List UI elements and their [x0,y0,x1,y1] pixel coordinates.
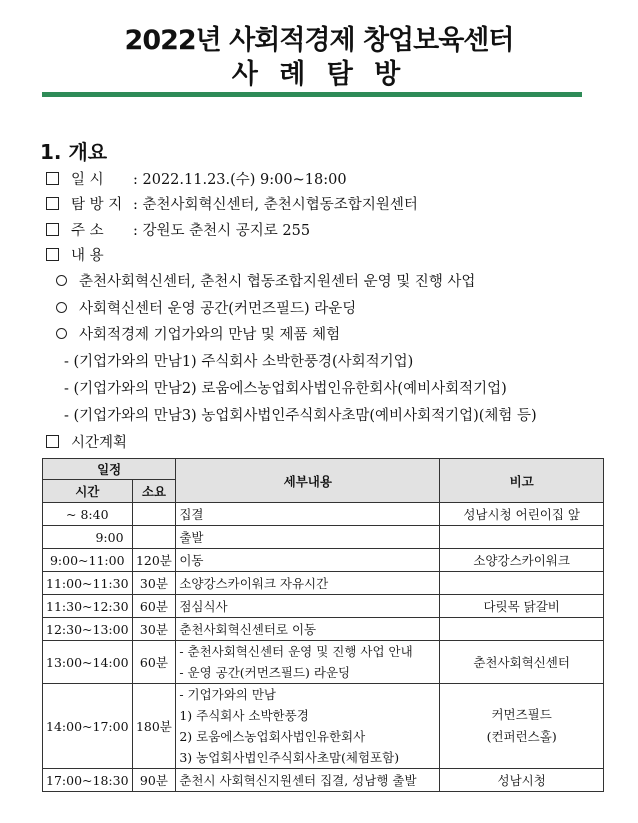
circle-bullet-icon [56,328,67,339]
overview-content [46,244,133,265]
overview-label: 내 용 [71,248,104,264]
overview-label: 주 소 [71,223,104,239]
table-row: 9:00~11:00 120분 이동 소양강스카이워크 [43,549,604,572]
meeting-item: - (기업가와의 만남2) 로움에스농업회사법인유한회사(예비사회적기업) [64,381,507,397]
content-item: 사회혁신센터 운영 공간(커먼즈필드) 라운딩 [56,297,356,318]
checkbox-icon [46,248,59,261]
overview-place [46,193,418,214]
document-title: 2022년 사회적경제 창업보육센터 [124,25,514,56]
table-row: 12:30~13:00 30분 춘천사회혁신센터로 이동 [43,618,604,641]
content-item: 춘천사회혁신센터, 춘천시 협동조합지원센터 운영 및 진행 사업 [56,270,475,291]
checkbox-icon [46,223,59,236]
overview-address [46,219,310,240]
table-row: 14:00~17:00 180분 - 기업가와의 만남 1) 주식회사 소박한풍경 2) 로움에스농업회사법인유한회사 3) 농업회사법인주식회사초맘(체험포함) 커먼즈필드 (컨퍼런스홀) [43,684,604,769]
header-duration: 소요 [132,480,176,503]
table-row: 11:30~12:30 60분 점심식사 다릿목 닭갈비 [43,595,604,618]
section-heading: 1. 개요 [40,140,108,164]
table-row: 11:00~11:30 30분 소양강스카이워크 자유시간 [43,572,604,595]
schedule-table [42,458,604,792]
overview-label: 일 시 [71,172,104,188]
document-subtitle: 사 례 탐 방 [231,59,407,90]
checkbox-icon [46,172,59,185]
table-row: 13:00~14:00 60분 - 춘천사회혁신센터 운영 및 진행 사업 안내 - 운영 공간(커먼즈필드) 라운딩 춘천사회혁신센터 [43,641,604,684]
content-item: 사회적경제 기업가와의 만남 및 제품 체험 [56,323,340,344]
meeting-item: - (기업가와의 만남3) 농업회사법인주식회사초맘(예비사회적기업)(체험 등) [64,408,537,424]
checkbox-icon [46,197,59,210]
table-row: 9:00 출발 [43,526,604,549]
header-detail: 세부내용 [176,459,440,503]
meeting-item: - (기업가와의 만남1) 주식회사 소박한풍경(사회적기업) [64,354,414,370]
table-row: 17:00~18:30 90분 춘천시 사회혁신지원센터 집결, 성남행 출발 성남시청 [43,769,604,792]
overview-value: : 2022.11.23.(수) 9:00~18:00 [133,172,347,188]
schedule-heading: 시간계획 [46,431,127,452]
overview-label: 탐 방 지 [71,197,123,213]
overview-value: : 춘천사회혁신센터, 춘천시협동조합지원센터 [133,197,418,213]
header-group: 일정 [43,459,176,480]
overview-date [46,168,347,189]
header-time: 시간 [43,480,133,503]
table-row: ~ 8:40 집결 성남시청 어린이집 앞 [43,503,604,526]
circle-bullet-icon [56,302,67,313]
overview-value: : 강원도 춘천시 공지로 255 [133,223,311,239]
title-divider [42,92,582,97]
header-note: 비고 [440,459,604,503]
circle-bullet-icon [56,275,67,286]
checkbox-icon [46,435,59,448]
